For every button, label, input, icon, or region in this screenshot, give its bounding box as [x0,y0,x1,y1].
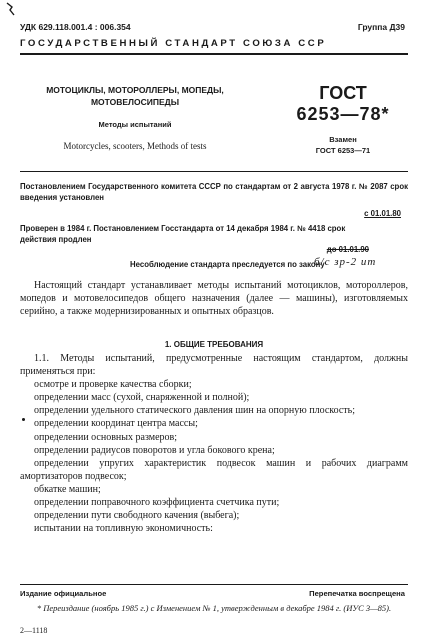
expiry-date: до 01.01.90 [326,245,369,254]
gost-number: 6253—78* [296,104,390,124]
replaces-value: ГОСТ 6253—71 [315,146,371,155]
document-title: МОТОЦИКЛЫ, МОТОРОЛЛЕРЫ, МОПЕДЫ, МОТОВЕЛОСИПЕДЫ [46,85,224,107]
list-item: определении пути свободного качения (выбега); [34,510,240,522]
list-item: 1.1. Методы испытаний, предусмотренные настоящим стандартом, должны применяться при: [20,353,408,378]
reissue-footnote: * Переиздание (ноябрь 1985 г.) с Изменением № 1, утвержденным в декабре 1984 г. (ИУС 3—85). [36,603,392,613]
list-item: определении основных размеров; [34,431,178,443]
gost-label: ГОСТ [319,83,367,103]
group-code: Группа Д39 [357,22,405,32]
header-rule [20,53,408,55]
list-item: определении упругих характеристик подвесок машин и рабочих диаграмм амортизаторов подвесок; [20,457,408,482]
list-item: определении удельного статического давления шин на опорную плоскость; [34,405,356,417]
page-number: 2—1118 [20,626,48,635]
reprint-prohibited: Перепечатка воспрещена [309,589,405,598]
requirements-list [20,352,408,535]
english-title: Motorcycles, scooters, Methods of tests [63,141,207,151]
intro-paragraph: Настоящий стандарт устанавливает методы испытаний мотоциклов, мотороллеров, мопедов и мотовелосипедов общего назначения (далее — машины), изготовляемых серийно, а также модернизированных и опытных образцов. [20,280,408,317]
section-title: 1. ОБЩИЕ ТРЕБОВАНИЯ [164,340,264,349]
list-item: испытании на топливную экономичность: [34,523,213,535]
corner-mark-icon [6,2,16,16]
udk-code: УДК 629.118.001.4 : 006.354 [20,22,131,32]
decree-text: Постановлением Государственного комитета СССР по стандартам от 2 августа 1978 г. № 2087 срок введения установлен [20,182,408,202]
official-edition: Издание официальное [20,589,107,598]
legal-notice: Несоблюдение стандарта преследуется по закону [130,260,325,269]
document-subtitle: Методы испытаний [98,120,172,129]
list-item: осмотре и проверке качества сборки; [34,379,192,391]
replaces-label: Взамен [329,135,357,144]
margin-dot [22,418,25,421]
list-item: определении масс (сухой, снаряженной и полной); [34,392,250,404]
footer-rule [20,584,408,585]
list-item: обкатке машин; [34,483,101,495]
handwritten-note: б/с зр-2 ит [314,256,377,268]
title-rule [20,171,408,172]
extension-text: Проверен в 1984 г. Постановлением Госстандарта от 14 декабря 1984 г. № 4418 срок действия продлен [20,224,346,244]
effective-date: с 01.01.80 [364,209,401,218]
list-item: определении поправочного коэффициента счетчика пути; [34,497,280,509]
list-item: определении координат центра массы; [34,418,198,430]
list-item: определении радиусов поворотов и угла бокового крена; [34,444,275,456]
standard-line: ГОСУДАРСТВЕННЫЙ СТАНДАРТ СОЮЗА ССР [20,38,327,49]
